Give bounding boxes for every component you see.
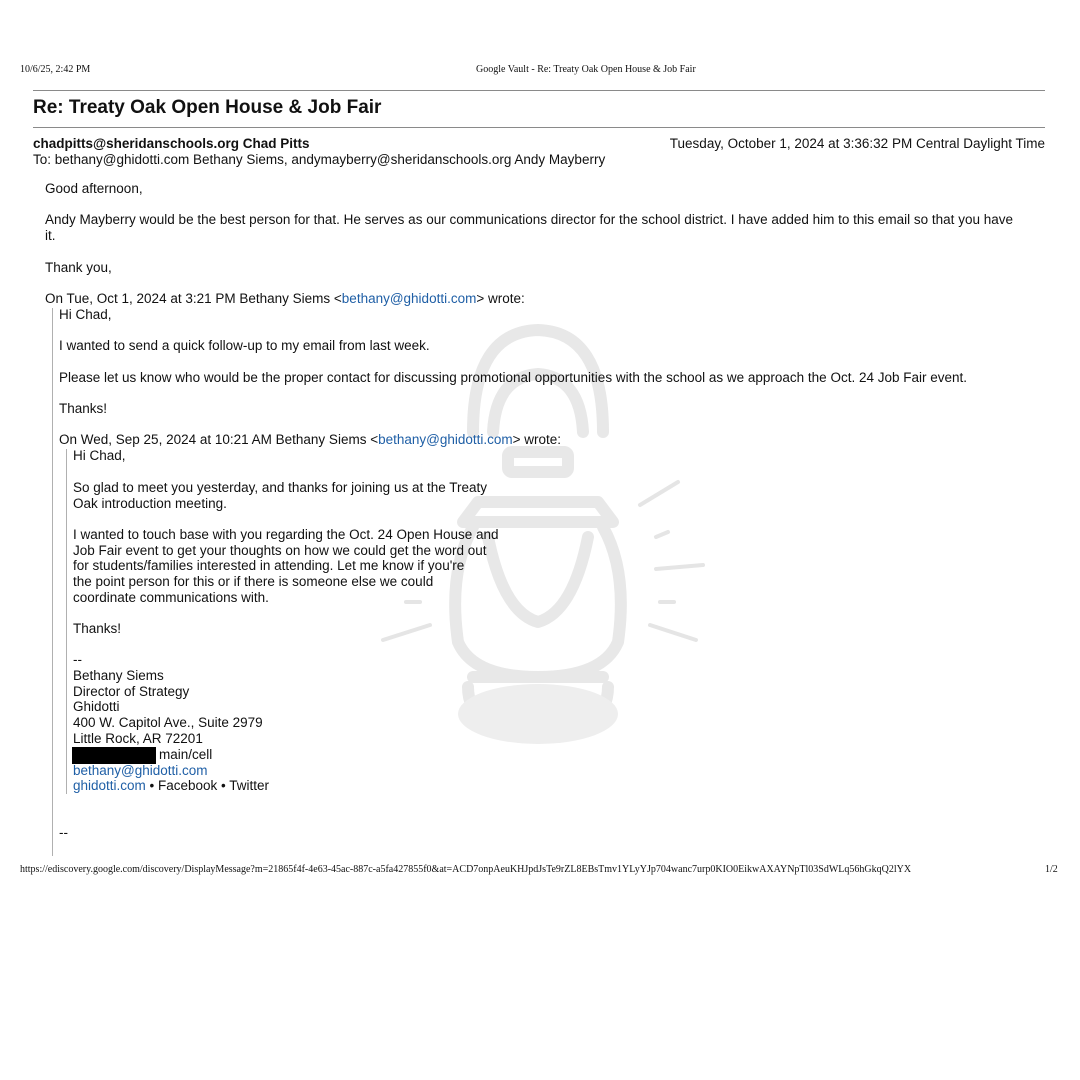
body-paragraph: it. xyxy=(45,228,56,243)
body-greeting: Good afternoon, xyxy=(45,181,143,196)
print-page-title: Google Vault - Re: Treaty Oak Open House & Job Fair xyxy=(476,64,696,75)
quote-paragraph: Job Fair event to get your thoughts on how we could get the word out xyxy=(73,543,487,558)
quote-attribution: On Tue, Oct 1, 2024 at 3:21 PM Bethany Siems <bethany@ghidotti.com> wrote: xyxy=(45,291,525,306)
email-date: Tuesday, October 1, 2024 at 3:36:32 PM Central Daylight Time xyxy=(669,136,1045,151)
quote-bar xyxy=(52,308,53,856)
signature-address: Little Rock, AR 72201 xyxy=(73,731,203,746)
quote-paragraph: the point person for this or if there is someone else we could xyxy=(73,574,434,589)
quote-closing: Thanks! xyxy=(59,401,108,416)
quote-paragraph: Oak introduction meeting. xyxy=(73,496,227,511)
email-link[interactable]: bethany@ghidotti.com xyxy=(341,291,477,306)
signature-name: Bethany Siems xyxy=(73,668,164,683)
signature-title: Director of Strategy xyxy=(73,684,190,699)
quote-bar xyxy=(66,449,67,794)
redaction-block xyxy=(72,747,156,764)
print-date: 10/6/25, 2:42 PM xyxy=(20,64,91,75)
quote-paragraph: I wanted to send a quick follow-up to my email from last week. xyxy=(59,338,430,353)
signature-company: Ghidotti xyxy=(73,699,120,714)
quote-greeting: Hi Chad, xyxy=(73,448,126,463)
email-recipients: To: bethany@ghidotti.com Bethany Siems, andymayberry@sheridanschools.org Andy Mayberry xyxy=(33,152,606,167)
email-subject: Re: Treaty Oak Open House & Job Fair xyxy=(33,97,382,118)
quote-greeting: Hi Chad, xyxy=(59,307,112,322)
quote-paragraph: Please let us know who would be the proper contact for discussing promotional opportunities with the school as we approach the Oct. 24 Job Fair event. xyxy=(59,370,968,385)
quote-closing: Thanks! xyxy=(73,621,122,636)
divider xyxy=(33,127,1045,128)
signature-address: 400 W. Capitol Ave., Suite 2979 xyxy=(73,715,263,730)
email-link[interactable]: bethany@ghidotti.com xyxy=(378,432,513,447)
body-closing: Thank you, xyxy=(45,260,112,275)
signature-email-link[interactable]: bethany@ghidotti.com xyxy=(73,763,208,778)
signature-phone-label: main/cell xyxy=(159,747,213,762)
quote-paragraph: So glad to meet you yesterday, and thanks for joining us at the Treaty xyxy=(73,480,487,495)
footer-url: https://ediscovery.google.com/discovery/DisplayMessage?m=21865f4f-4e63-45ac-887c-a5fa427855f0&at=ACD7onpAeuKHJpdJsTe9rZL8EBsTmv1YLyYJp704wanc7urp0KIO0EikwAXAYNpTl03SdWLq56hGkqQ2lYX xyxy=(20,864,912,875)
email-from: chadpitts@sheridanschools.org Chad Pitts xyxy=(33,136,310,151)
signature-separator: -- xyxy=(73,652,82,667)
divider xyxy=(33,90,1045,91)
website-link[interactable]: ghidotti.com xyxy=(73,778,146,793)
quote-attribution: On Wed, Sep 25, 2024 at 10:21 AM Bethany Siems <bethany@ghidotti.com> wrote: xyxy=(59,432,562,447)
signature-links: ghidotti.com • Facebook • Twitter xyxy=(73,778,270,793)
quote-paragraph: I wanted to touch base with you regarding the Oct. 24 Open House and xyxy=(73,527,499,542)
page-number: 1/2 xyxy=(1045,864,1058,875)
quote-paragraph: for students/families interested in attending. Let me know if you're xyxy=(73,558,465,573)
quote-paragraph: coordinate communications with. xyxy=(73,590,269,605)
trailing-separator: -- xyxy=(59,825,68,840)
body-paragraph: Andy Mayberry would be the best person for that. He serves as our communications director for the school district. I have added him to this email so that you have xyxy=(45,212,1013,227)
